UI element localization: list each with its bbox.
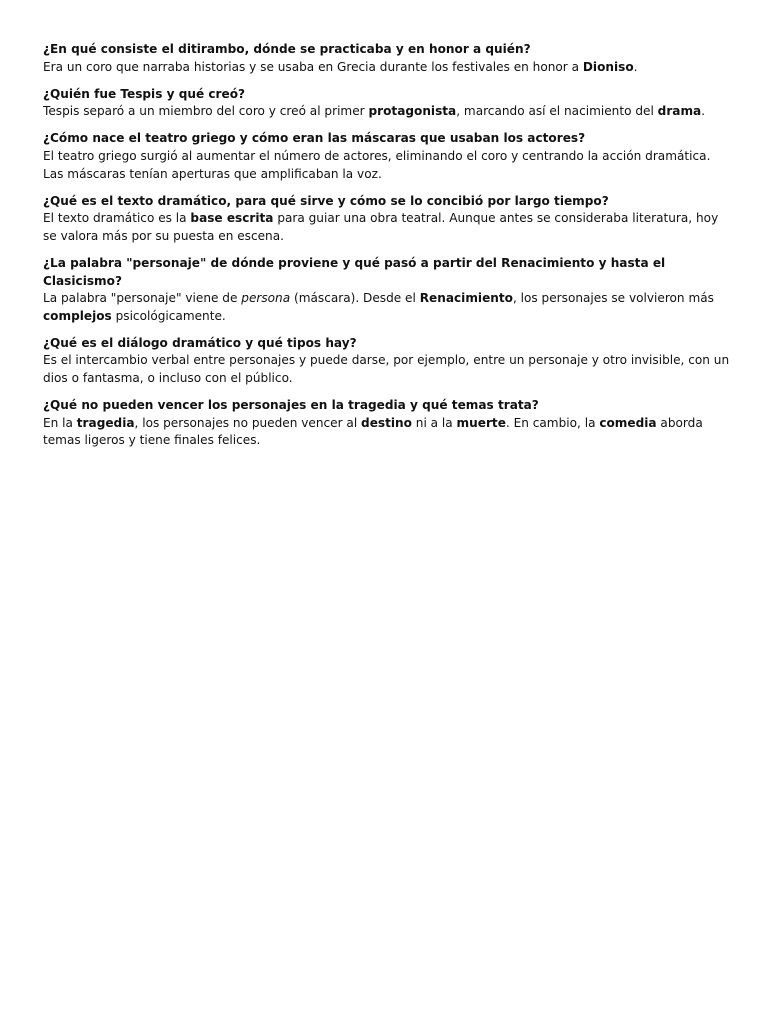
answer-text: (máscara). Desde el bbox=[290, 291, 420, 306]
answer-paragraph bbox=[43, 415, 733, 450]
answer-emphasis: base escrita bbox=[190, 211, 274, 226]
qa-block-1 bbox=[43, 41, 733, 76]
answer-text: Tespis separó a un miembro del coro y creó al primer bbox=[43, 104, 369, 119]
qa-block-7 bbox=[43, 397, 733, 450]
answer-text: aborda temas ligeros y tiene finales felices. bbox=[43, 415, 703, 448]
question-heading: ¿Qué es el diálogo dramático y qué tipos hay? bbox=[43, 335, 357, 350]
answer-emphasis: complejos bbox=[43, 308, 112, 323]
answer-text: Es el intercambio verbal entre personajes y puede darse, por ejemplo, entre un personaje y otro invisible, con un dios o fantasma, o incluso con el público. bbox=[43, 353, 730, 385]
answer-text: para guiar una obra teatral. Aunque antes se consideraba literatura, hoy se valora más por su puesta en escena. bbox=[43, 211, 719, 243]
answer-text: psicológicamente. bbox=[111, 308, 226, 323]
answer-paragraph bbox=[43, 352, 733, 387]
question-heading: ¿Qué no pueden vencer los personajes en la tragedia y qué temas trata? bbox=[43, 398, 539, 413]
answer-text: , los personajes no pueden vencer al bbox=[134, 415, 362, 430]
question-heading: ¿Quién fue Tespis y qué creó? bbox=[43, 86, 246, 101]
answer-emphasis: comedia bbox=[599, 415, 657, 430]
answer-text: El teatro griego surgió al aumentar el número de actores, eliminando el coro y centrando la acción dramática. Las máscaras tenían aperturas que amplificaban la voz. bbox=[43, 148, 711, 181]
answer-text: Era un coro que narraba historias y se usaba en Grecia durante los festivales en honor a bbox=[43, 59, 583, 74]
answer-paragraph bbox=[43, 59, 733, 77]
qa-block-4 bbox=[43, 193, 733, 246]
answer-paragraph bbox=[43, 290, 733, 325]
answer-text: , los personajes se volvieron más bbox=[512, 291, 714, 306]
answer-emphasis: muerte bbox=[456, 415, 506, 430]
question-heading: ¿Qué es el texto dramático, para qué sirve y cómo se lo concibió por largo tiempo? bbox=[43, 193, 609, 208]
answer-paragraph bbox=[43, 148, 733, 183]
answer-emphasis: Renacimiento bbox=[419, 291, 513, 306]
answer-text: . bbox=[701, 104, 706, 119]
document-page bbox=[43, 41, 733, 459]
answer-text: . bbox=[633, 59, 638, 74]
answer-text: , marcando así el nacimiento del bbox=[456, 104, 658, 119]
question-heading: ¿Cómo nace el teatro griego y cómo eran las máscaras que usaban los actores? bbox=[43, 131, 586, 146]
answer-paragraph bbox=[43, 210, 733, 245]
qa-block-2 bbox=[43, 86, 733, 121]
qa-block-6 bbox=[43, 335, 733, 388]
answer-italic: persona bbox=[241, 291, 291, 306]
answer-emphasis: destino bbox=[361, 415, 412, 430]
question-heading: ¿En qué consiste el ditirambo, dónde se practicaba y en honor a quién? bbox=[43, 42, 531, 56]
answer-text: La palabra "personaje" viene de bbox=[43, 291, 242, 306]
qa-block-3 bbox=[43, 130, 733, 183]
answer-emphasis: tragedia bbox=[76, 415, 135, 430]
answer-emphasis: protagonista bbox=[368, 104, 457, 119]
answer-paragraph bbox=[43, 103, 733, 121]
answer-text: El texto dramático es la bbox=[43, 211, 191, 226]
answer-text: En la bbox=[43, 415, 77, 430]
answer-text: . En cambio, la bbox=[505, 415, 600, 430]
answer-emphasis: drama bbox=[657, 104, 702, 119]
qa-block-5 bbox=[43, 255, 733, 325]
answer-emphasis: Dioniso bbox=[582, 59, 634, 74]
question-heading: ¿La palabra "personaje" de dónde proviene y qué pasó a partir del Renacimiento y hasta el Clasicismo? bbox=[43, 255, 666, 288]
answer-text: ni a la bbox=[411, 415, 457, 430]
